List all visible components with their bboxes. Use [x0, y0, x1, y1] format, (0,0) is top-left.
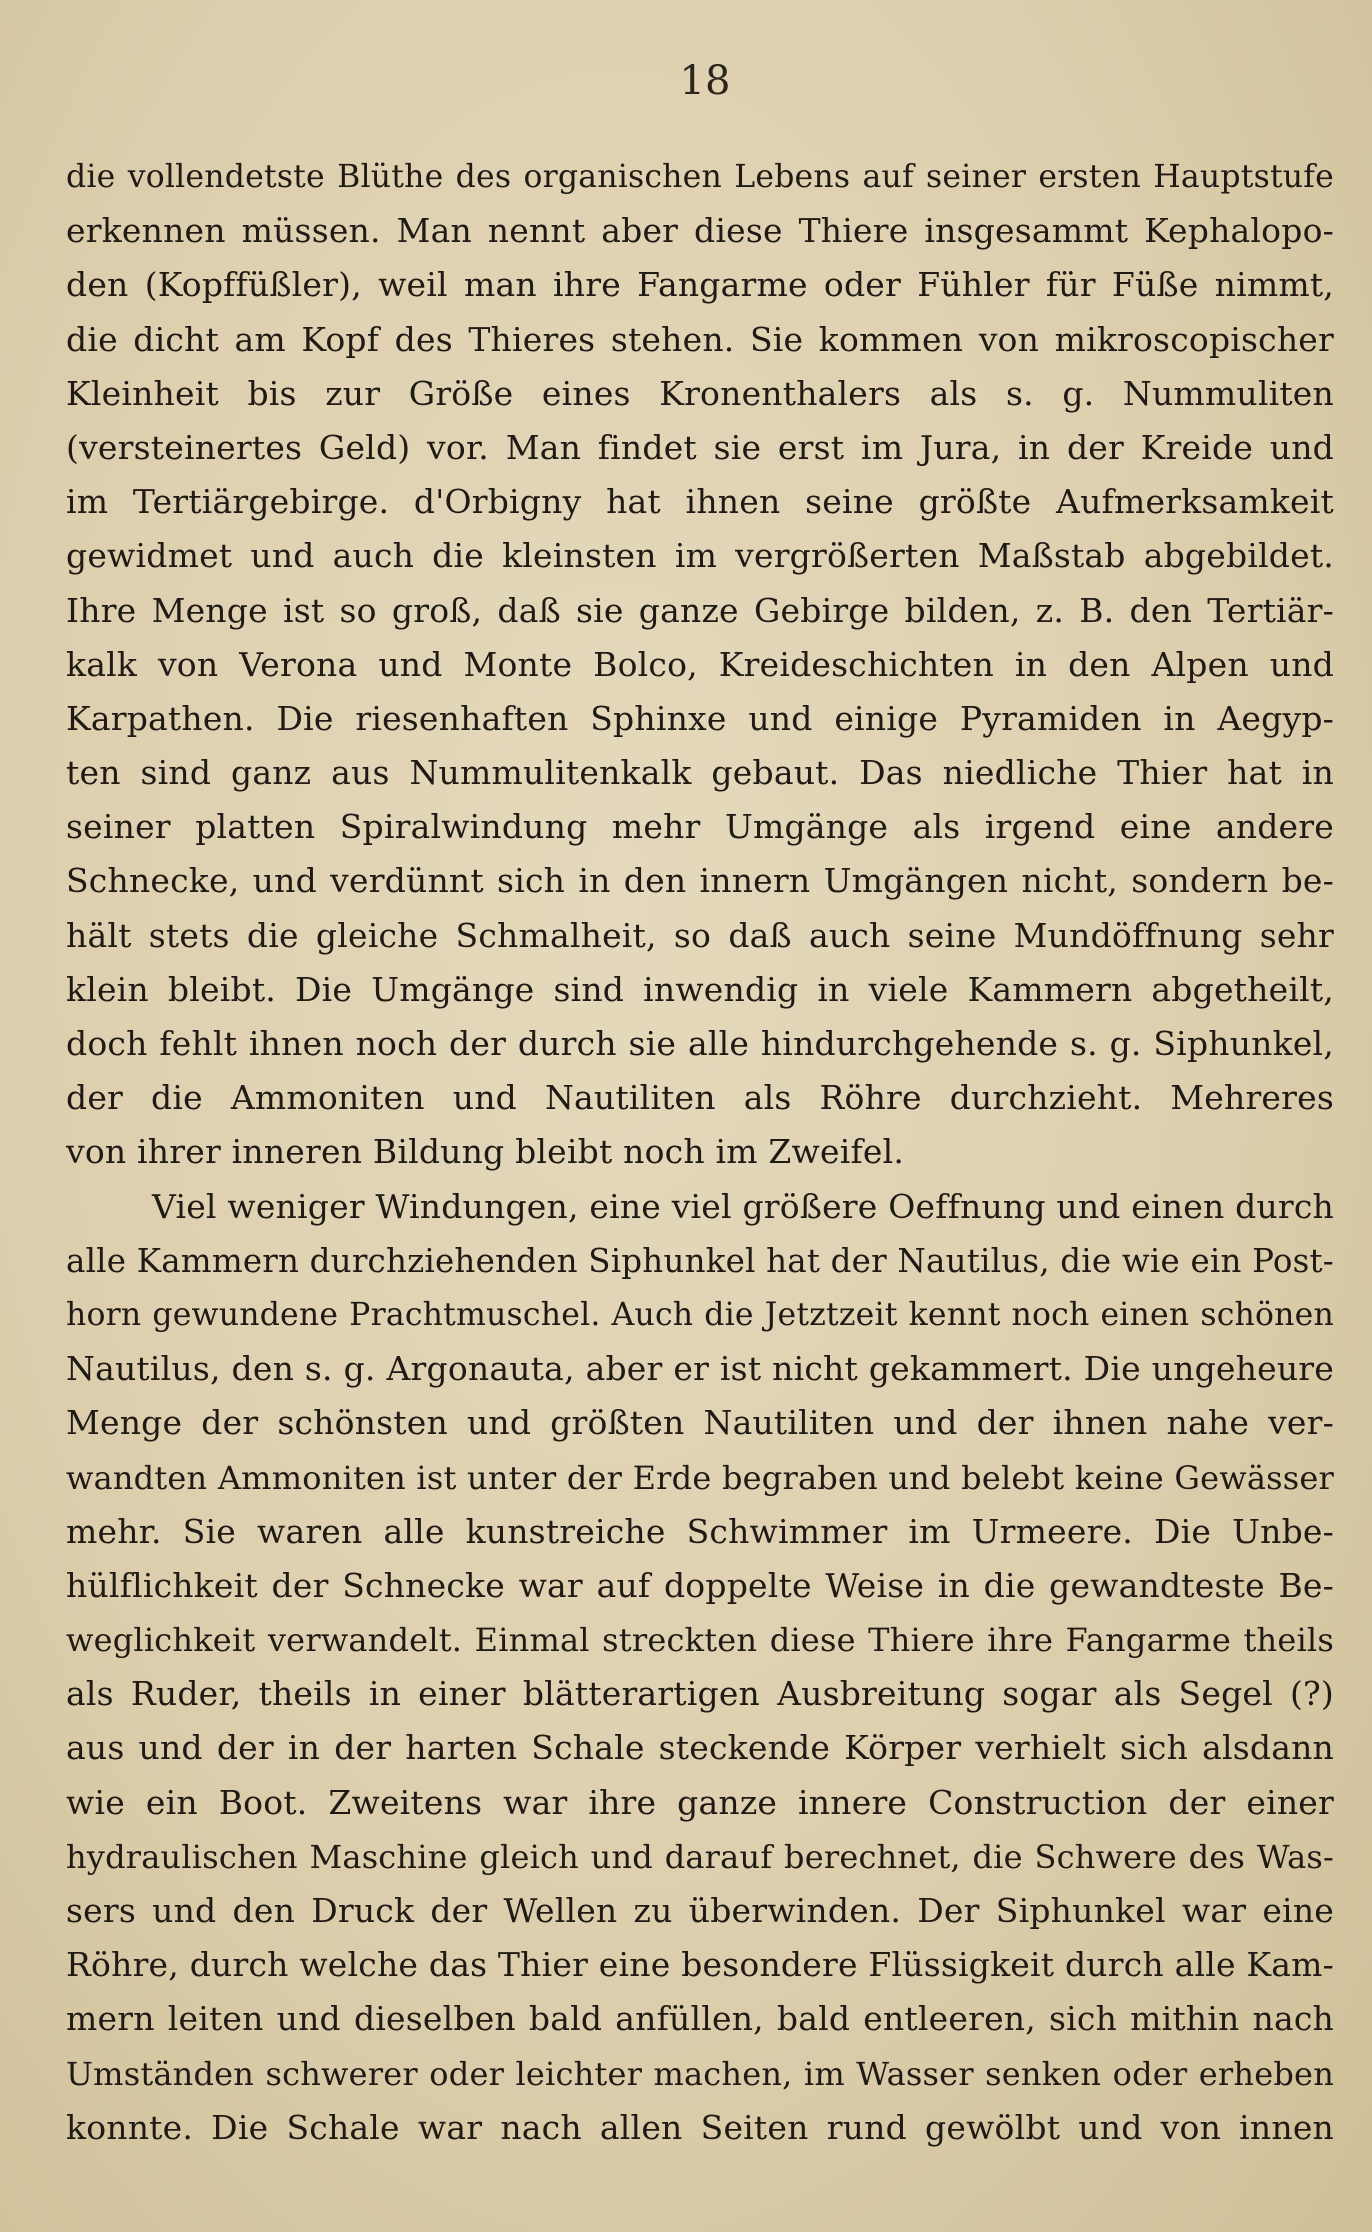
text-line: Ihre Menge ist so groß, daß sie ganze Gebirge bilden, z. B. den Tertiär-	[66, 590, 1334, 630]
text-line: horn gewundene Prachtmuschel. Auch die Jetztzeit kennt noch einen schönen	[66, 1296, 1334, 1333]
text-line: weglichkeit verwandelt. Einmal streckten diese Thiere ihre Fangarme theils	[66, 1621, 1334, 1660]
text-line: konnte. Die Schale war nach allen Seiten rund gewölbt und von innen	[66, 2107, 1334, 2147]
text-line: die vollendetste Blüthe des organischen Lebens auf seiner ersten Hauptstufe	[66, 159, 1334, 195]
text-line: seiner platten Spiralwindung mehr Umgänge als irgend eine andere	[66, 807, 1334, 847]
text-line: alle Kammern durchziehenden Siphunkel hat der Nautilus, die wie ein Post-	[66, 1241, 1334, 1280]
text-line: gewidmet und auch die kleinsten im vergrößerten Maßstab abgebildet.	[66, 536, 1334, 576]
text-line: Schnecke, und verdünnt sich in den innern Umgängen nicht, sondern be-	[66, 861, 1334, 901]
text-line: ten sind ganz aus Nummulitenkalk gebaut. Das niedliche Thier hat in	[66, 753, 1334, 793]
body-text	[66, 150, 1334, 2155]
text-line: mehr. Sie waren alle kunstreiche Schwimmer im Urmeere. Die Unbe-	[66, 1511, 1334, 1551]
page-number: 18	[679, 58, 731, 104]
text-line: hält stets die gleiche Schmalheit, so daß auch seine Mundöffnung sehr	[66, 915, 1334, 955]
paragraph-2	[66, 1180, 1334, 2155]
text-line: hydraulischen Maschine gleich und darauf berechnet, die Schwere des Was-	[66, 1837, 1334, 1876]
text-line: wandten Ammoniten ist unter der Erde begraben und belebt keine Gewässer	[66, 1458, 1334, 1497]
text-line: Röhre, durch welche das Thier eine besondere Flüssigkeit durch alle Kam-	[66, 1945, 1334, 1985]
text-line: Viel weniger Windungen, eine viel größere Oeffnung und einen durch	[152, 1186, 1335, 1226]
text-line: Menge der schönsten und größten Nautiliten und der ihnen nahe ver-	[66, 1403, 1334, 1443]
text-line: Karpathen. Die riesenhaften Sphinxe und einige Pyramiden in Aegyp-	[66, 698, 1334, 738]
text-line: der die Ammoniten und Nautiliten als Röhre durchzieht. Mehreres	[66, 1078, 1334, 1118]
text-line: Kleinheit bis zur Größe eines Kronenthalers als s. g. Nummuliten	[66, 373, 1334, 413]
text-line: kalk von Verona und Monte Bolco, Kreideschichten in den Alpen und	[66, 644, 1334, 684]
text-line: als Ruder, theils in einer blätterartigen Ausbreitung sogar als Segel (?)	[66, 1674, 1334, 1714]
text-line: sers und den Druck der Wellen zu überwinden. Der Siphunkel war eine	[66, 1891, 1334, 1930]
text-line: aus und der in der harten Schale steckende Körper verhielt sich alsdann	[66, 1728, 1334, 1768]
text-line: wie ein Boot. Zweitens war ihre ganze innere Construction der einer	[66, 1782, 1334, 1822]
text-line: erkennen müssen. Man nennt aber diese Thiere insgesammt Kephalopo-	[66, 211, 1334, 251]
paragraph-1	[66, 150, 1334, 1180]
text-line: doch fehlt ihnen noch der durch sie alle hindurchgehende s. g. Siphunkel,	[66, 1024, 1334, 1063]
text-line: Umständen schwerer oder leichter machen, im Wasser senken oder erheben	[66, 2054, 1334, 2093]
text-line: hülflichkeit der Schnecke war auf doppelte Weise in die gewandteste Be-	[66, 1565, 1334, 1605]
text-line: (versteinertes Geld) vor. Man findet sie erst im Jura, in der Kreide und	[66, 427, 1334, 467]
text-line: klein bleibt. Die Umgänge sind inwendig in viele Kammern abgetheilt,	[66, 969, 1334, 1009]
text-line: Nautilus, den s. g. Argonauta, aber er ist nicht gekammert. Die ungeheure	[66, 1349, 1334, 1389]
text-line: im Tertiärgebirge. d'Orbigny hat ihnen seine größte Aufmerksamkeit	[66, 482, 1334, 522]
text-line: den (Kopffüßler), weil man ihre Fangarme oder Fühler für Füße nimmt,	[66, 265, 1334, 305]
text-line: mern leiten und dieselben bald anfüllen, bald entleeren, sich mithin nach	[66, 1999, 1334, 2039]
text-line: die dicht am Kopf des Thieres stehen. Sie kommen von mikroscopischer	[66, 319, 1334, 359]
text-line: von ihrer inneren Bildung bleibt noch im Zweifel.	[66, 1132, 905, 1172]
